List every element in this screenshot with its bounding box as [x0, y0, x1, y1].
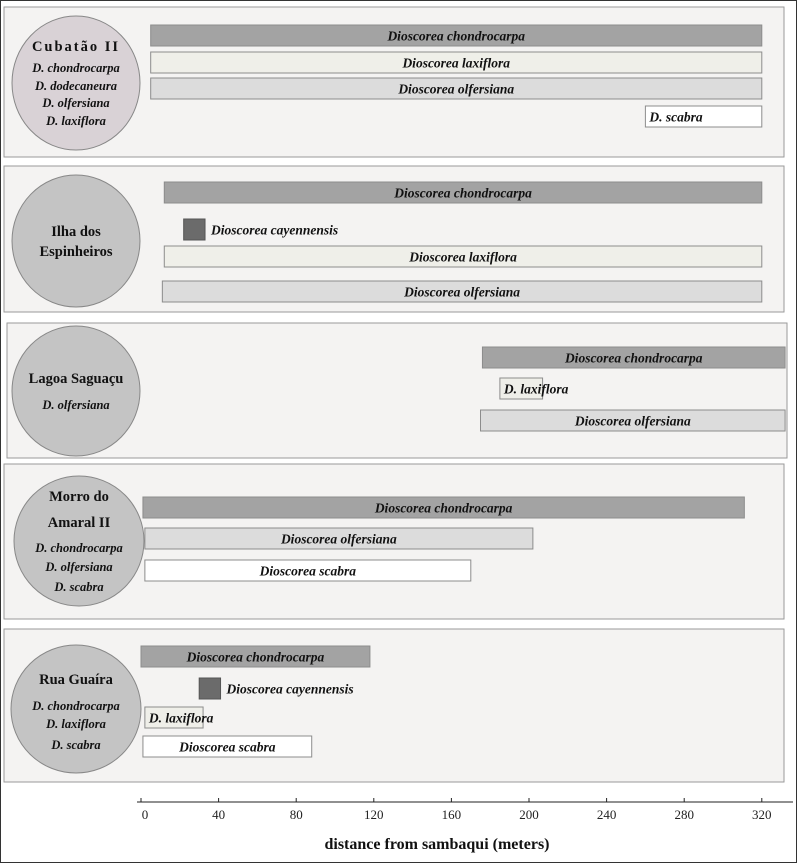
site-panel-4	[4, 629, 784, 782]
distribution-chart	[1, 1, 796, 862]
site-species: D. olfersiana	[42, 398, 110, 412]
x-tick-label: 320	[752, 807, 772, 822]
bar-label: Dioscorea chondrocarpa	[564, 350, 703, 366]
site-species: D. scabra	[51, 738, 101, 752]
site-species: D. chondrocarpa	[35, 541, 123, 555]
site-panel-1	[4, 166, 784, 312]
bar-label: D. laxiflora	[148, 710, 214, 726]
site-circle	[12, 326, 140, 456]
site-name: Rua Guaíra	[39, 672, 113, 688]
site-name: Lagoa Saguaçu	[28, 371, 124, 387]
bar-label: Dioscorea olfersiana	[574, 413, 691, 429]
site-species: D. dodecaneura	[35, 79, 117, 93]
site-species: D. olfersiana	[42, 96, 110, 110]
bar-label: Dioscorea olfersiana	[398, 81, 515, 97]
bar-label: D. scabra	[649, 109, 703, 125]
bar-dioscorea-cayennensis	[199, 678, 220, 699]
site-name: Morro do	[49, 489, 109, 505]
bar-label: Dioscorea laxiflora	[409, 249, 517, 265]
x-tick-label: 280	[674, 807, 694, 822]
bar-label: Dioscorea laxiflora	[402, 55, 511, 71]
site-panel-0	[4, 7, 784, 157]
x-tick-label: 120	[364, 807, 384, 822]
site-panel-2	[7, 323, 787, 458]
bar-label: Dioscorea scabra	[179, 739, 276, 755]
site-species: D. chondrocarpa	[32, 699, 120, 713]
site-species: D. laxiflora	[46, 114, 106, 128]
site-species: D. scabra	[54, 580, 104, 594]
bar-label: Dioscorea chondrocarpa	[374, 500, 513, 516]
x-tick-label: 160	[441, 807, 462, 822]
x-tick-label: 40	[212, 807, 226, 822]
bar-dioscorea-cayennensis	[184, 219, 205, 240]
site-name: Ilha dos	[51, 224, 101, 240]
bar-label: Dioscorea cayennensis	[211, 222, 339, 238]
x-axis-label: distance from sambaqui (meters)	[324, 836, 550, 853]
site-circle	[12, 175, 140, 307]
site-panel-3	[4, 464, 784, 619]
bar-label: Dioscorea chondrocarpa	[186, 649, 325, 665]
site-species: D. chondrocarpa	[32, 61, 120, 75]
bar-label: Dioscorea chondrocarpa	[387, 28, 526, 44]
x-tick-label: 80	[289, 807, 303, 822]
x-tick-label: 240	[596, 807, 617, 822]
site-name: Espinheiros	[39, 244, 113, 260]
site-name: Cubatão II	[31, 39, 121, 55]
site-species: D. olfersiana	[45, 560, 113, 574]
bar-label: Dioscorea chondrocarpa	[394, 185, 532, 201]
site-name: Amaral II	[47, 515, 111, 531]
bar-label: Dioscorea olfersiana	[404, 284, 521, 300]
bar-label: Dioscorea cayennensis	[226, 681, 354, 697]
bar-label: D. laxiflora	[503, 381, 569, 397]
bar-label: Dioscorea olfersiana	[280, 531, 397, 547]
bar-label: Dioscorea scabra	[259, 563, 357, 579]
x-tick-label: 0	[141, 807, 149, 822]
site-species: D. laxiflora	[46, 717, 106, 731]
x-tick-label: 200	[519, 807, 539, 822]
